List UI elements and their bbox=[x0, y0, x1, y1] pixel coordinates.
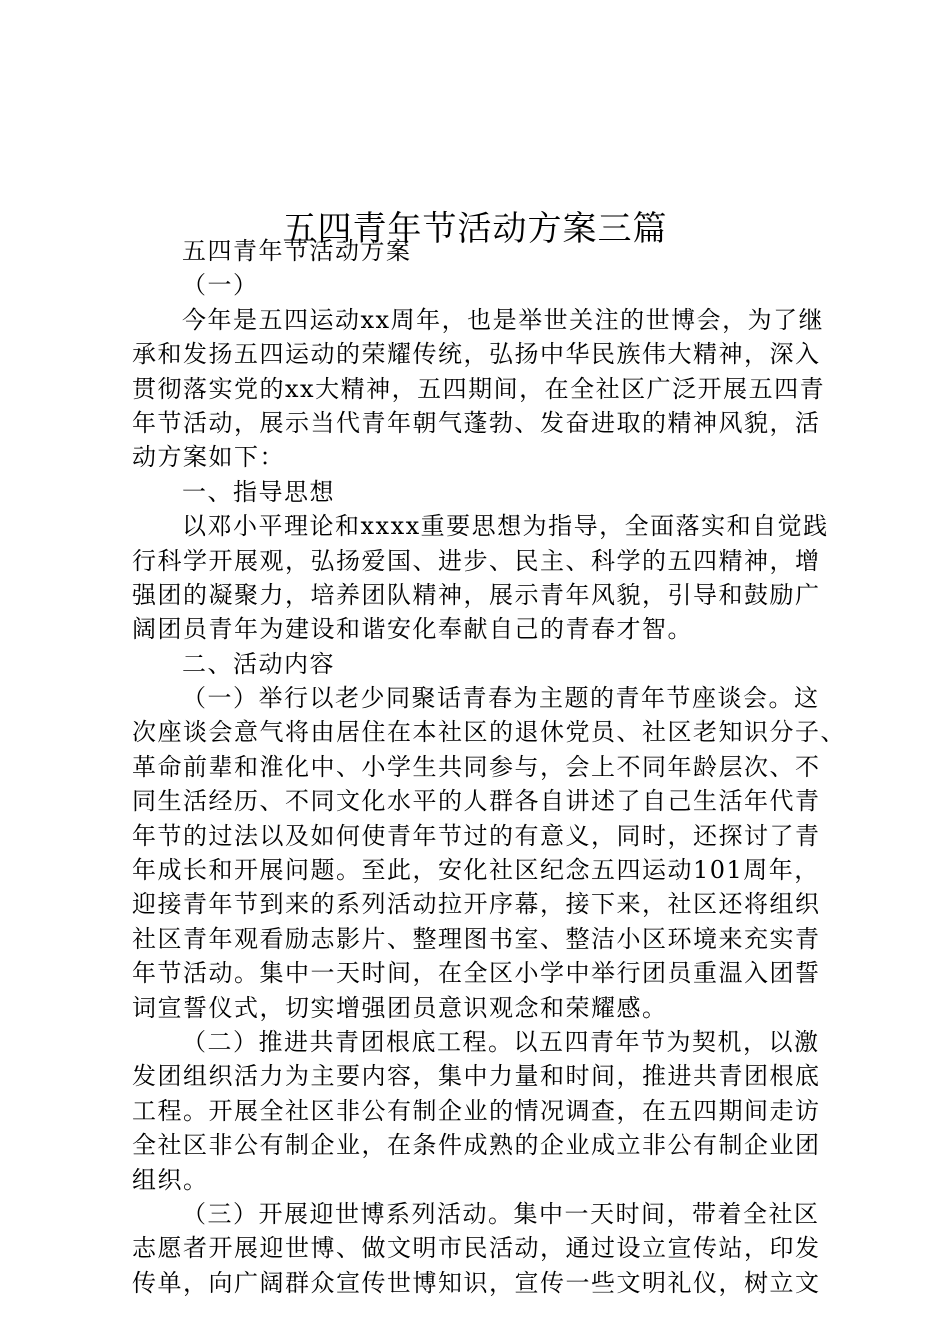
text-line: （三）开展迎世博系列活动。集中一天时间，带着全社区 bbox=[182, 1199, 820, 1228]
text-line: 今年是五四运动xx周年，也是举世关注的世博会，为了继 bbox=[182, 305, 825, 334]
text-line: 迎接青年节到来的系列活动拉开序幕，接下来，社区还将组织 bbox=[132, 890, 821, 919]
text-line: 强团的凝聚力，培养团队精神，展示青年风貌，引导和鼓励广 bbox=[132, 580, 821, 609]
text-line: 志愿者开展迎世博、做文明市民活动，通过设立宣传站，印发 bbox=[132, 1234, 821, 1263]
text-line: 年节活动。集中一天时间，在全区小学中举行团员重温入团誓 bbox=[132, 959, 821, 988]
text-line: 年节活动，展示当代青年朝气蓬勃、发奋进取的精神风貌，活 bbox=[132, 408, 821, 437]
text-line: （二）推进共青团根底工程。以五四青年节为契机，以激 bbox=[182, 1027, 820, 1056]
document-title: 五四青年节活动方案三篇 bbox=[282, 208, 668, 249]
text-line: 革命前辈和淮化中、小学生共同参与，会上不同年龄层次、不 bbox=[132, 752, 821, 781]
text-line: 组织。 bbox=[132, 1165, 209, 1194]
text-line: 传单，向广阔群众宣传世博知识，宣传一些文明礼仪，树立文 bbox=[132, 1268, 821, 1297]
document-body bbox=[132, 234, 846, 1300]
text-line: 年节的过法以及如何使青年节过的有意义，同时，还探讨了青 bbox=[132, 821, 821, 850]
text-line: 二、活动内容 bbox=[182, 649, 335, 678]
text-line: 次座谈会意气将由居住在本社区的退休党员、社区老知识分子、 bbox=[132, 718, 846, 747]
text-line: （一）举行以老少同聚话青春为主题的青年节座谈会。这 bbox=[182, 684, 820, 713]
text-line: 年成长和开展问题。至此，安化社区纪念五四运动101周年， bbox=[132, 856, 820, 885]
text-line: 工程。开展全社区非公有制企业的情况调查，在五四期间走访 bbox=[132, 1096, 821, 1125]
text-line: 行科学开展观，弘扬爱国、进步、民主、科学的五四精神，增 bbox=[132, 546, 821, 575]
text-line: 社区青年观看励志影片、整理图书室、整洁小区环境来充实青 bbox=[132, 924, 821, 953]
text-line: （一） bbox=[182, 271, 259, 300]
text-line: 五四青年节活动方案 bbox=[182, 237, 412, 265]
text-line: 发团组织活力为主要内容，集中力量和时间，推进共青团根底 bbox=[132, 1062, 821, 1091]
text-line: 一、指导思想 bbox=[182, 477, 335, 506]
text-line: 全社区非公有制企业，在条件成熟的企业成立非公有制企业团 bbox=[132, 1131, 821, 1160]
text-line: 动方案如下： bbox=[132, 443, 285, 472]
text-line: 词宣誓仪式，切实增强团员意识观念和荣耀感。 bbox=[132, 993, 668, 1022]
text-line: 承和发扬五四运动的荣耀传统，弘扬中华民族伟大精神，深入 bbox=[132, 340, 821, 369]
text-line: 以邓小平理论和xxxx重要思想为指导，全面落实和自觉践 bbox=[182, 512, 829, 541]
text-line: 同生活经历、不同文化水平的人群各自讲述了自己生活年代青 bbox=[132, 787, 821, 816]
text-line: 阔团员青年为建设和谐安化奉献自己的青春才智。 bbox=[132, 615, 693, 644]
text-line: 贯彻落实党的xx大精神，五四期间，在全社区广泛开展五四青 bbox=[132, 374, 826, 403]
